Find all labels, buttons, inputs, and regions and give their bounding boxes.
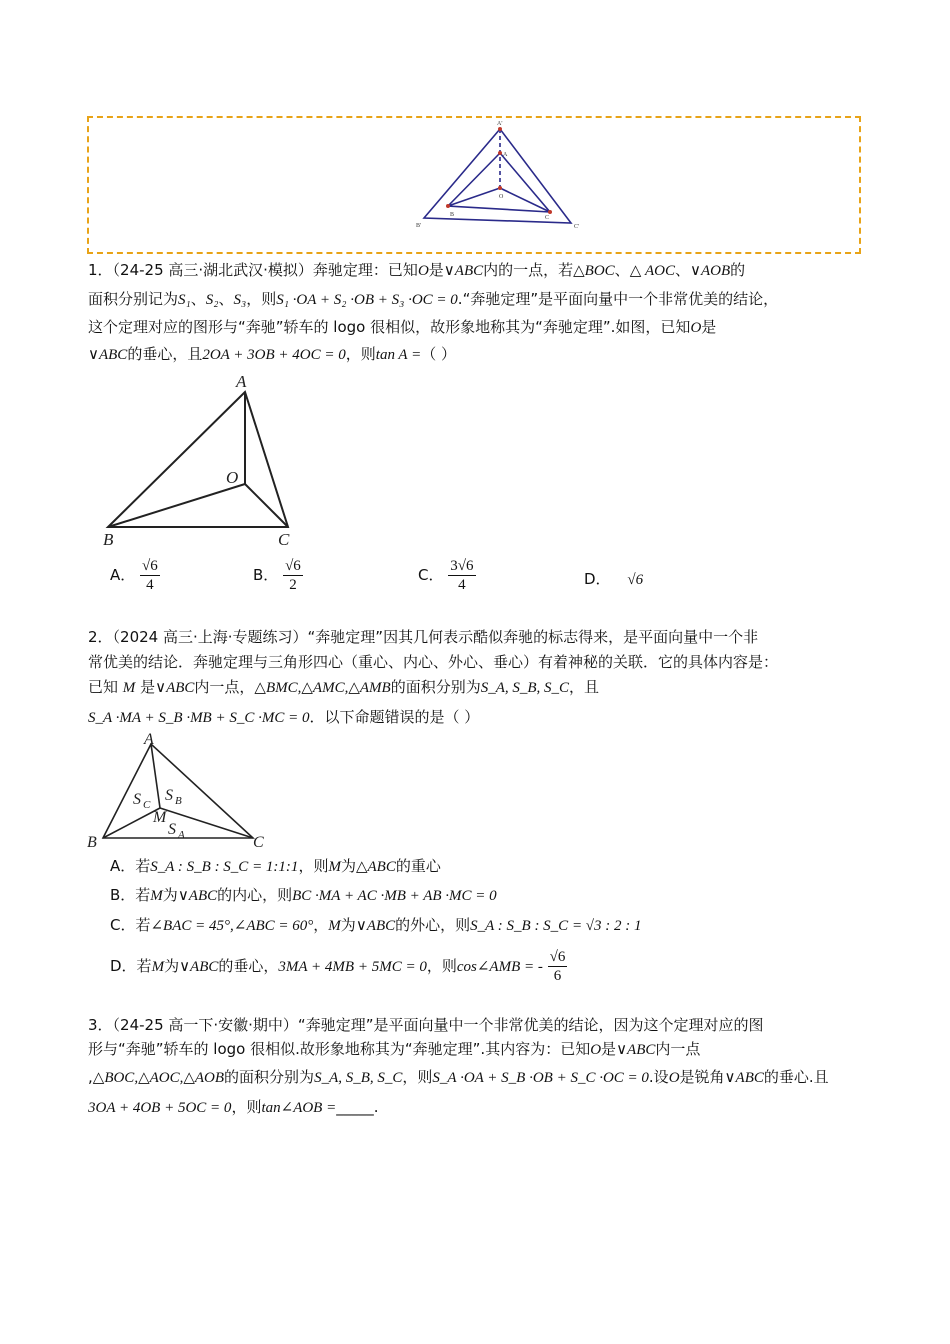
q3-line-1: 3．（24-25 高一下·安徽·期中）“奔驰定理”是平面向量中一个非常优美的结论，因为这个定理对应的图	[88, 1016, 764, 1034]
inner-triangle	[448, 153, 550, 212]
q3-answer-blank[interactable]: _____.	[336, 1098, 379, 1116]
q2-option-c[interactable]: C．若∠BAC = 45°,∠ABC = 60°，M为∨ABC的外心，则S_A : S_B : S_C = √3 : 2 : 1	[110, 916, 642, 934]
point-a	[498, 151, 502, 155]
point-o	[498, 186, 502, 190]
q2-label-sa-sub: A	[178, 829, 185, 841]
q2-label-c: C	[253, 834, 264, 851]
q3-line-2: 形与“奔驰”轿车的 logo 很相似.故形象地称其为“奔驰定理”.其内容为：已知O是∨ABC内一点	[88, 1040, 701, 1058]
q3-line-3: ,△BOC,△AOC,△AOB的面积分别为S_A, S_B, S_C，则S_A ·OA + S_B ·OB + S_C ·OC = 0.设O是锐角∨ABC的垂心.且	[88, 1068, 829, 1086]
segment-co	[500, 188, 550, 212]
q2-label-a: A	[144, 731, 154, 748]
q2-label-sc-sub: C	[143, 799, 151, 811]
label-a: A	[503, 152, 508, 158]
q1-label-a: A	[236, 372, 247, 391]
q2-label-sb: S	[165, 787, 173, 804]
q2-option-b[interactable]: B．若M为∨ABC的内心，则BC ·MA + AC ·MB + AB ·MC = 0	[110, 886, 497, 904]
q2-line-1: 2．（2024 高三·上海·专题练习）“奔驰定理”因其几何表示酷似奔驰的标志得来，是平面向量中一个非	[88, 628, 759, 646]
logo-figure	[89, 118, 859, 252]
q2-option-d[interactable]: D．若M为∨ABC的垂心，3MA + 4MB + 5MC = 0，则cos∠AMB = - $\frac{√6}{6}$	[110, 949, 566, 984]
label-b-prime: B'	[416, 223, 422, 229]
q2-segment-am	[151, 744, 160, 808]
q1-option-c[interactable]: C． $\frac{3√6}{4}$	[418, 558, 474, 593]
q2-label-m: M	[153, 809, 167, 826]
q1-triangle-abc	[108, 392, 288, 527]
q3-line-4: 3OA + 4OB + 5OC = 0，则tan∠AOB =_____.	[88, 1098, 379, 1116]
label-o: O	[499, 194, 504, 200]
q2-option-d-fraction: $\frac{√6}{6}$	[549, 949, 566, 984]
point-c	[548, 210, 552, 214]
q1-option-b[interactable]: B． $\frac{√6}{2}$	[253, 558, 301, 593]
q2-triangle-abc	[103, 744, 253, 838]
logo-figure-frame	[87, 116, 861, 254]
label-c-prime: C'	[574, 224, 580, 230]
q2-line-2: 常优美的结论．奔驰定理与三角形四心（重心、内心、外心、垂心）有着神秘的关联．它的具体内容是：	[88, 653, 779, 671]
q1-option-c-fraction: $\frac{3√6}{4}$	[450, 558, 474, 593]
point-b	[446, 204, 450, 208]
q2-label-sc: S	[133, 791, 141, 808]
label-b: B	[450, 212, 455, 218]
q1-option-a-fraction: $\frac{√6}{4}$	[142, 558, 158, 593]
q1-line-3: 这个定理对应的图形与“奔驰”轿车的 logo 很相似，故形象地称其为“奔驰定理”.如图，已知O是	[88, 318, 717, 336]
q1-option-a[interactable]: A． $\frac{√6}{4}$	[110, 558, 158, 593]
q1-line-2: 面积分别记为S₁、S₂、S₃，则S₁ ·OA + S₂ ·OB + S₃ ·OC = 0.“奔驰定理”是平面向量中一个非常优美的结论，	[88, 290, 779, 308]
q2-label-sb-sub: B	[175, 795, 182, 807]
label-c: C	[545, 215, 550, 221]
q1-option-d[interactable]: D． √6	[584, 570, 644, 588]
point-a-prime	[498, 127, 502, 131]
q1-line-4: ∨ABC的垂心，且2OA + 3OB + 4OC = 0，则tan A =（ ）	[88, 345, 456, 363]
q1-label-b: B	[103, 530, 114, 549]
q2-label-b: B	[87, 834, 97, 851]
q2-label-sa: S	[168, 821, 176, 838]
q2-triangle-figure	[85, 730, 275, 852]
label-a-prime: A'	[497, 121, 503, 127]
q1-option-b-fraction: $\frac{√6}{2}$	[285, 558, 301, 593]
q2-line-3: 已知 M 是∨ABC内一点，△BMC,△AMC,△AMB的面积分别为S_A, S_B, S_C，且	[88, 678, 600, 696]
q1-label-o: O	[226, 468, 239, 487]
q2-option-a[interactable]: A．若S_A : S_B : S_C = 1:1:1，则M为△ABC的重心	[110, 857, 441, 875]
q2-line-4: S_A ·MA + S_B ·MB + S_C ·MC = 0．以下命题错误的是（ ）	[88, 708, 480, 726]
q1-line-1: 1．（24-25 高三·湖北武汉·模拟）奔驰定理：已知O是∨ABC内的一点，若△BOC、△ AOC、∨AOB的	[88, 261, 746, 279]
q1-triangle-figure	[95, 370, 310, 555]
q1-label-c: C	[278, 530, 290, 549]
